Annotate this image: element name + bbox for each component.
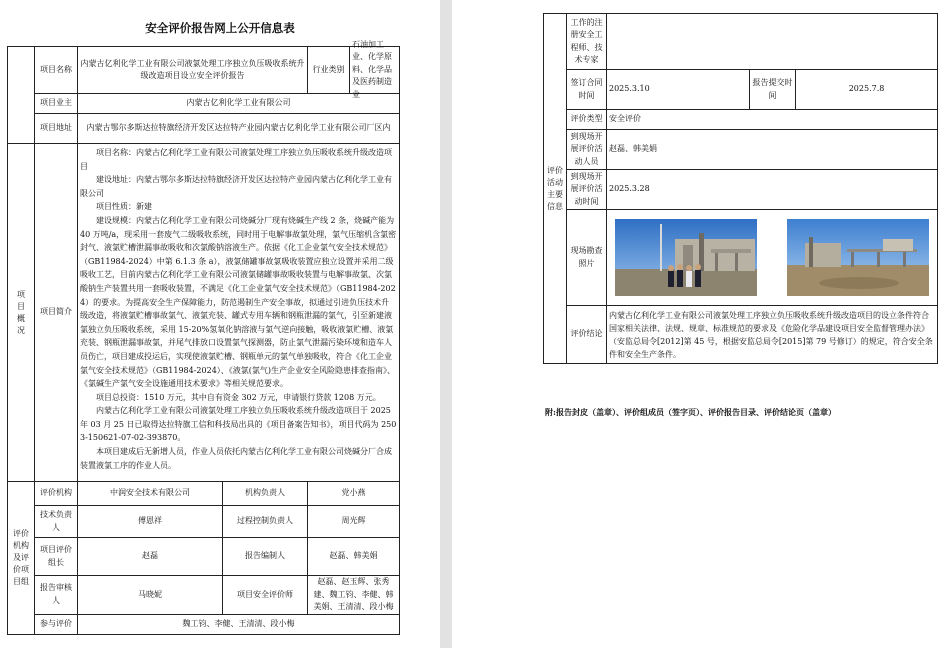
contract-date-value: 2025.3.10: [607, 70, 750, 110]
intro-paragraph: 项目总投资：1510 万元，其中自有资金 302 万元，申请银行贷款 1208 万元。: [96, 392, 381, 402]
owner-value: 内蒙古亿利化学工业有限公司: [78, 94, 400, 114]
intro-paragraph: 建设规模：内蒙古亿利化学工业有限公司烧碱分厂现有烧碱生产线 2 条，烧碱产能为 40 万吨/a，现采用一套废气二级吸收系统，同时用于电解事故氯处理，氯气压缩机含氯密封气、液氯贮槽泄漏事故吸收和次氯酸钠溶液生产。依据《化工企业氯气安全技术规范》（GB11984-2024）中第 6.1.3 条 a），液氯储罐事故氯吸收装置应独立设置并采用二级吸收工艺，目前内蒙古亿利化学工业有限公司液氯储罐事故吸收装置与电解事故氯、次氯酸钠生产装置共用一套吸收装置，不满足《化工企业氯气安全技术规范》（GB11984-2024）的要求。为提高安全生产保障能力，防范遏制生产安全事故，拟通过引进负压技术升级改造，将液氯贮槽事故氯气、液氯充装、罐式专用车辆和钢瓶泄漏的氯气，引至新建液氯独立负压吸收系统，采用 15-20%氢氧化钠溶液与氯气逆向接触，吸收液氯贮槽、液氯充装、钢瓶泄漏事故氯，并尾气排放口设置氯气探测器，防止氯气泄漏污染环境和造车人员伤亡，项目建成投运后，实现使液氯贮槽、钢瓶单元的氯气单独吸收，符合《化工企业氯气安全技术规范》（GB11984-2024）、《液氯(氯气)生产企业安全风险隐患排查指南》、《氯碱生产氯气安全设施通用技术要求》等相关规范要求。: [80, 215, 397, 389]
eval-type-value: 安全评价: [607, 110, 938, 130]
submit-date-value: 2025.7.8: [796, 70, 938, 110]
site-time-value: 2025.3.28: [607, 170, 938, 210]
tech-head-label: 技术负责人: [35, 506, 78, 538]
site-staff-value: 赵磊、韩美娟: [607, 130, 938, 170]
intro-paragraph: 项目性质：新建: [96, 202, 152, 212]
site-staff-label: 到现场开展评价活动人员: [567, 130, 607, 170]
owner-label: 项目业主: [35, 94, 78, 114]
blank-cell: [8, 47, 35, 144]
address-label: 项目地址: [35, 114, 78, 144]
intro-label: 项目简介: [35, 144, 78, 482]
intro-paragraph: 本项目建成后无新增人员，作业人员依托内蒙古亿利化学工业有限公司烧碱分厂合成装置液氯工序的作业人员。: [80, 447, 392, 470]
process-ctrl-value: 周光辉: [308, 506, 400, 538]
contract-date-label: 签订合同时间: [567, 70, 607, 110]
safety-eval-value: 赵磊、赵玉辉、张秀建、魏工钧、李健、韩美娟、王清清、段小梅: [308, 576, 400, 615]
intro-paragraph: 建设地址：内蒙古鄂尔多斯达拉特旗经济开发区达拉特产业园内蒙古亿利化学工业有限公司: [80, 175, 392, 198]
attachments-note: 附:报告封皮（盖章）、评价组成员（签字页）、评价报告目录、评价结论页（盖章）: [545, 407, 836, 417]
conclusion-value: 内蒙古亿利化学工业有限公司液氯处理工序独立负压吸收系统升级改造项目的设立条件符合国家相关法律、法规、规章、标准规范的要求及《危险化学品建设项目安全监督管理办法》（安监总局令[2012]第 45 号，根据安监总局令[2015]第 79 号修订）的规定，符合安全条件和安全生产条件。: [607, 306, 938, 364]
agency-value: 中润安全技术有限公司: [78, 482, 223, 506]
agency-label: 评价机构: [35, 482, 78, 506]
participants-value: 魏工钧、李健、王清清、段小梅: [78, 614, 400, 634]
safety-eval-label: 项目安全评价师: [223, 576, 308, 615]
site-time-label: 到现场开展评价活动时间: [567, 170, 607, 210]
compiler-label: 报告编制人: [223, 538, 308, 576]
address-value: 内蒙古鄂尔多斯达拉特旗经济开发区达拉特产业园内蒙古亿利化学工业有限公司厂区内: [78, 114, 400, 144]
agency-head-label: 机构负责人: [223, 482, 308, 506]
site-photo-team: [615, 219, 757, 296]
engineer-label: 工作的注册安全工程师、技术专家: [567, 14, 607, 70]
site-photo-plant: [787, 219, 929, 296]
process-ctrl-label: 过程控制负责人: [223, 506, 308, 538]
reviewer-value: 马晓妮: [78, 576, 223, 615]
photos-label: 现场勘查照片: [567, 210, 607, 306]
intro-content: [78, 144, 400, 482]
right-page: [452, 0, 950, 648]
info-table-right: [543, 13, 938, 364]
participants-label: 参与评价: [35, 614, 78, 634]
compiler-value: 赵磊、韩美娟: [308, 538, 400, 576]
page-title: 安全评价报告网上公开信息表: [145, 21, 295, 35]
industry-label: 行业类别: [308, 47, 350, 93]
intro-paragraph: 内蒙古亿利化学工业有限公司液氯处理工序独立负压吸收系统升级改造项目于 2025 年 03 月 25 日已取得达拉特旗工信和科技局出具的《项目备案告知书》，项目代码为 2503-150621-07-02-393870。: [80, 406, 397, 443]
leader-label: 项目评价组长: [35, 538, 78, 576]
page-gap: [440, 0, 452, 648]
agency-head-value: 党小燕: [308, 482, 400, 506]
leader-value: 赵磊: [78, 538, 223, 576]
photos-cell: [607, 210, 938, 306]
overview-group-label: 项目概况: [8, 144, 35, 482]
tech-head-value: 傅恩祥: [78, 506, 223, 538]
industry-value: 石油加工业、化学原料、化学品及医药制造业: [352, 39, 392, 99]
left-page: [0, 0, 440, 648]
conclusion-label: 评价结论: [567, 306, 607, 364]
engineer-value: [607, 14, 938, 70]
info-table-left: [7, 39, 400, 635]
intro-paragraph: 项目名称：内蒙古亿利化学工业有限公司液氯处理工序独立负压吸收系统升级改造项目: [80, 148, 392, 171]
reviewer-label: 报告审核人: [35, 576, 78, 615]
industry-cell: [308, 39, 400, 99]
project-name-value: 内蒙古亿利化学工业有限公司液氯处理工序独立负压吸收系统升级改造项目设立安全评价报告: [78, 47, 308, 94]
eval-type-label: 评价类型: [567, 110, 607, 130]
submit-date-label: 报告提交时间: [750, 70, 796, 110]
activity-group-label: 评价活动主要信息: [544, 14, 567, 364]
org-group-label: 评价机构及评价项目组: [8, 482, 35, 635]
project-name-label: 项目名称: [35, 47, 78, 94]
